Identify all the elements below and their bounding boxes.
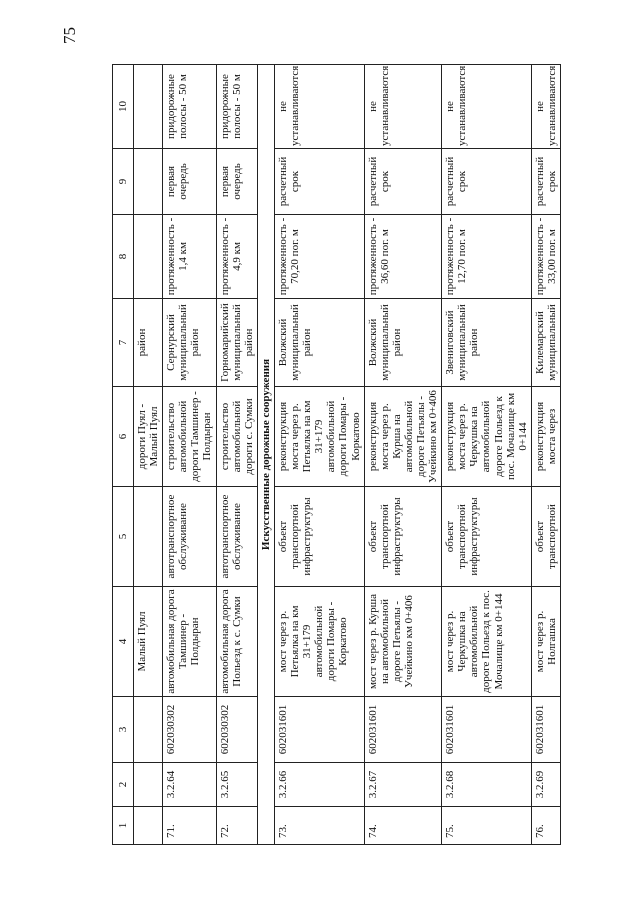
cell-characteristics: протяженность - 12,70 пог. м <box>442 215 532 299</box>
cell-term: расчетный срок <box>364 149 442 215</box>
table-row <box>531 65 560 845</box>
cell-number: 72. <box>216 807 257 845</box>
cell-code: 3.2.68 <box>442 763 532 807</box>
cell-term: расчетный срок <box>442 149 532 215</box>
cell-purpose: объект транспортной инфраструктуры <box>274 487 364 587</box>
cell-purpose: объект транспортной <box>531 487 560 587</box>
cell-purpose: объект транспортной инфраструктуры <box>364 487 442 587</box>
cell-id: 602031601 <box>364 697 442 763</box>
cell-object-name: Малый Пуял <box>134 587 163 697</box>
cell-action: строительство автомобильной дороги с. Сумки <box>216 387 257 487</box>
cell-id: 602031601 <box>274 697 364 763</box>
cell-code: 3.2.64 <box>163 763 216 807</box>
cell-characteristics: протяженность - 33,00 пог. м <box>531 215 560 299</box>
cell-id: 602030302 <box>163 697 216 763</box>
section-row <box>257 65 274 845</box>
cell-location: Волжский муниципальный район <box>274 299 364 387</box>
cell-location: Волжский муниципальный район <box>364 299 442 387</box>
table-row <box>274 65 364 845</box>
table-row-continued <box>134 65 163 845</box>
cell-location: Сернурский муниципальный район <box>163 299 216 387</box>
cell-term: расчетный срок <box>531 149 560 215</box>
cell-zones: не устанавливаются <box>364 65 442 149</box>
cell-characteristics: протяженность - 70,20 пог. м <box>274 215 364 299</box>
header-cell: 7 <box>113 299 134 387</box>
cell-object-name: автомобильная дорога Польезд к с. Сумки <box>216 587 257 697</box>
header-cell: 6 <box>113 387 134 487</box>
header-cell: 4 <box>113 587 134 697</box>
cell-purpose: автотранспортное обслуживание <box>163 487 216 587</box>
cell-zones: не устанавливаются <box>274 65 364 149</box>
cell-object-name: мост через р. Черкушка на автомобильной дороге Польезд к пос. Мочалище км 0+144 <box>442 587 532 697</box>
cell-id: 602030302 <box>216 697 257 763</box>
section-title: Искусственные дорожные сооружения <box>257 65 274 845</box>
header-cell: 10 <box>113 65 134 149</box>
cell-characteristics: протяженность - 1,4 км <box>163 215 216 299</box>
cell-location: Горномарийский муниципальный район <box>216 299 257 387</box>
cell-number: 75. <box>442 807 532 845</box>
header-row <box>113 65 134 845</box>
cell-location: Звениговский муниципальный район <box>442 299 532 387</box>
document-table <box>112 64 561 845</box>
cell-code: 3.2.65 <box>216 763 257 807</box>
cell-number: 74. <box>364 807 442 845</box>
cell-action: дороги Пуял - Малый Пуял <box>134 387 163 487</box>
cell-term: первая очередь <box>163 149 216 215</box>
page-number: 75 <box>60 27 79 44</box>
table-row <box>216 65 257 845</box>
cell-number: 73. <box>274 807 364 845</box>
cell-action: реконструкция моста через р. Петьялка на км 31+179 автомобильной дороги Помары - Коркатово <box>274 387 364 487</box>
cell-code: 3.2.67 <box>364 763 442 807</box>
cell-location: район <box>134 299 163 387</box>
cell-zones: придорожные полосы - 50 м <box>216 65 257 149</box>
cell-action: строительство автомобильной дороги Тамшинер - Полдыран <box>163 387 216 487</box>
header-cell: 9 <box>113 149 134 215</box>
rotated-table-container <box>112 65 558 845</box>
cell-object-name: мост через р. Курша на автомобильной дороге Петьялы - Учейкино км 0+406 <box>364 587 442 697</box>
cell-purpose: автотранспортное обслуживание <box>216 487 257 587</box>
cell-id: 602031601 <box>442 697 532 763</box>
cell-characteristics: протяженность - 4,9 км <box>216 215 257 299</box>
header-cell: 1 <box>113 807 134 845</box>
cell-zones: придорожные полосы - 50 м <box>163 65 216 149</box>
header-cell: 3 <box>113 697 134 763</box>
rows-after <box>274 65 560 845</box>
table-row <box>364 65 442 845</box>
cell-zones: не устанавливаются <box>442 65 532 149</box>
cell-id: 602031601 <box>531 697 560 763</box>
cell-object-name: мост через р. Петьялка на км 31+179 автомобильной дороги Помары - Коркатово <box>274 587 364 697</box>
cell-characteristics: протяженность - 36,60 пог. м <box>364 215 442 299</box>
cell-term: первая очередь <box>216 149 257 215</box>
header-cell: 2 <box>113 763 134 807</box>
cell-action: реконструкция моста через р. Курша на автомобильной дороге Петьялы - Учейкино км 0+406 <box>364 387 442 487</box>
cell-zones: не устанавливаются <box>531 65 560 149</box>
table-row <box>442 65 532 845</box>
header-cell: 8 <box>113 215 134 299</box>
cell-object-name: мост через р. Нолгашка <box>531 587 560 697</box>
cell-number: 71. <box>163 807 216 845</box>
header-cell: 5 <box>113 487 134 587</box>
cell-location: Килемарский муниципальный <box>531 299 560 387</box>
rows-before <box>163 65 258 845</box>
cell-object-name: автомобильная дорога Тамшинер - Полдыран <box>163 587 216 697</box>
cell-term: расчетный срок <box>274 149 364 215</box>
cell-action: реконструкция моста через <box>531 387 560 487</box>
cell-code: 3.2.69 <box>531 763 560 807</box>
cell-number: 76. <box>531 807 560 845</box>
cell-code: 3.2.66 <box>274 763 364 807</box>
cell-purpose: объект транспортной инфраструктуры <box>442 487 532 587</box>
cell-action: реконструкция моста через р. Черкушка на автомобильной дороге Польезд к пос. Мочалище км 0+144 <box>442 387 532 487</box>
table-row <box>163 65 216 845</box>
